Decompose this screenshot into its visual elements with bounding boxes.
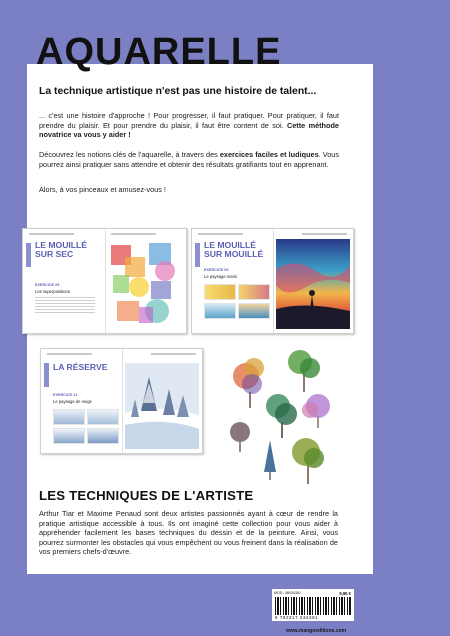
exercise-label: EXERCICE 05 xyxy=(35,283,60,287)
barcode-image xyxy=(275,597,351,615)
book-title: AQUARELLE xyxy=(36,31,282,73)
exercise-title: Les superpositions xyxy=(35,289,70,294)
watercolor-trees-illustration xyxy=(224,346,344,488)
chapter-tab xyxy=(44,363,49,387)
thumbnail-heading: LE MOUILLÉ SUR SEC xyxy=(35,240,88,259)
sunset-landscape-illustration xyxy=(276,239,350,329)
colorful-squares-illustration xyxy=(109,241,183,329)
barcode-block xyxy=(272,589,354,621)
techniques-heading: LES TECHNIQUES DE L'ARTISTE xyxy=(39,488,254,503)
barcode-number: 9 782317 034381 xyxy=(275,615,319,620)
thumbnail-heading: LA RÉSERVE xyxy=(53,362,108,372)
intro-paragraph-1-bold: Cette méthode novatrice va vous y aider ! xyxy=(39,120,339,140)
snowy-forest-illustration xyxy=(125,363,199,449)
intro-paragraph-2: Découvrez les notions clés de l'aquarelle, à travers des exercices faciles et ludiques. Vous pourrez ainsi pratiquer sans attendre et obtenir des résultats gratifiants tout en apprenant. xyxy=(39,150,339,169)
spread-thumbnail-la-reserve xyxy=(40,348,203,454)
spread-thumbnail-mouille-sur-sec xyxy=(22,228,187,334)
exercise-title: Le paysage de neige xyxy=(53,399,92,404)
chapter-tab xyxy=(26,243,31,267)
intro-paragraph-1: ... c'est une histoire d'approche ! Pour progresser, il faut pratiquer. Pour pratiquer, il faut prendre du plaisir. Et pour prendre du plaisir, il faut être content de soi. Cette méthode novatrice va vous y aider ! xyxy=(39,111,339,140)
techniques-paragraph: Arthur Tiar et Maxime Penaud sont deux artistes passionnés ayant à cœur de rendre la pratique artistique accessible à tous. Ils ont imaginé cette collection pour vous aider à appréhender facilement les bases techniques du dessin et de la peinture. Ainsi, vous pourrez surmonter les obstacles qui vous empêchent ou vous freinent dans la réalisation de vos premiers chefs-d'œuvre. xyxy=(39,509,338,557)
intro-subtitle: La technique artistique n'est pas une histoire de talent... xyxy=(39,86,317,97)
price-label: 9,95 € xyxy=(339,591,351,596)
exercise-title: Le paysage marin xyxy=(204,274,238,279)
product-code: MOD : MN34381 xyxy=(274,591,301,595)
chapter-tab xyxy=(195,243,200,267)
publisher-website: www.mangoeditions.com xyxy=(286,628,347,634)
spread-thumbnail-mouille-sur-mouille xyxy=(191,228,354,334)
intro-paragraph-2-bold: exercices faciles et ludiques xyxy=(219,150,319,159)
thumbnail-heading: LE MOUILLÉ SUR MOUILLÉ xyxy=(204,240,264,259)
exercise-label: EXERCICE 09 xyxy=(204,268,229,272)
exercise-label: EXERCICE 21 xyxy=(53,393,78,397)
intro-paragraph-3: Alors, à vos pinceaux et amusez-vous ! xyxy=(39,185,166,194)
